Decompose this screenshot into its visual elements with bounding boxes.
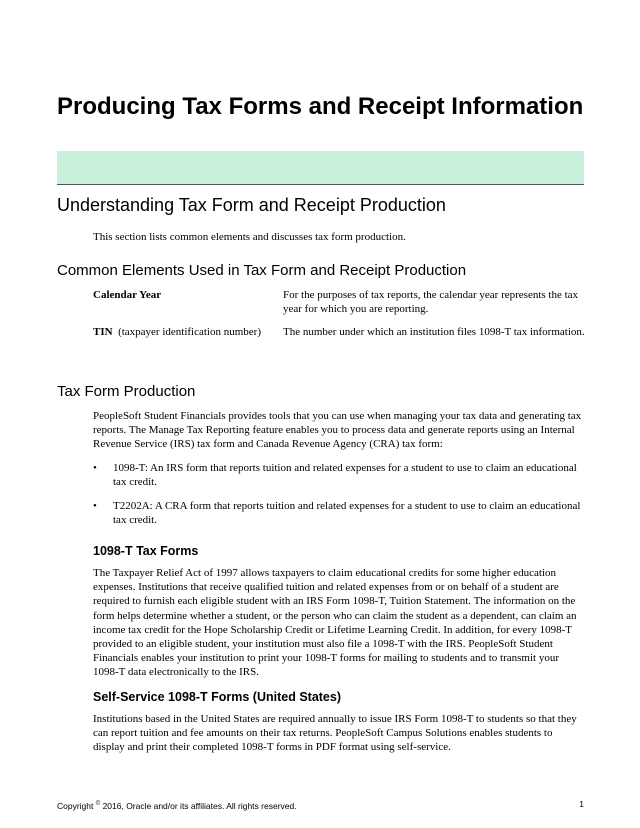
definition-term: Calendar Year [93,289,162,301]
definition-term: TIN (taxpayer identification number) [93,326,262,338]
section-heading-understanding: Understanding Tax Form and Receipt Production [57,195,446,215]
definition-term-expansion: (taxpayer identification number) [118,326,262,338]
self-service-paragraph: Institutions based in the United States are required annually to issue IRS Form 1098-T to students so that they can report tuition and fee amounts on their tax returns. PeopleSoft Campus Solutions enables students to display and print their completed 1098-T forms in PDF format using self-service. [93,713,577,754]
chapter-title-band [57,151,584,185]
definition-row [93,325,585,339]
page-footer [57,798,584,812]
forms-1098t-paragraph: The Taxpayer Relief Act of 1997 allows taxpayers to claim educational credits for some higher education expenses. Institutions that receive qualified tuition and related expenses from or on behalf of a student are required to furnish each eligible student with an IRS Form 1098-T, Tuition Statement. The information on the form helps determine whether a student, or the person who can claim the student as a dependent, can claim an income tax credit for the Hope Scholarship Credit or Lifetime Learning Credit. In addition, for every 1098-T provided to an eligible student, your institution must also file a 1098-T with the IRS. PeopleSoft Student Financials enables your institution to print your 1098-T forms for mailing to students and to transmit your 1098-T data electronically to the IRS. [93,567,577,679]
copyright-notice: Copyright © 2016, Oracle and/or its affiliates. All rights reserved. [57,800,297,811]
section-intro-paragraph: This section lists common elements and discusses tax form production. [93,231,406,243]
self-service-heading: Self-Service 1098-T Forms (United States) [93,690,341,704]
list-item [93,461,585,489]
bullet-marker: • [93,500,97,512]
forms-1098t-heading: 1098-T Tax Forms [93,544,199,558]
definition-row [93,288,585,316]
page-number: 1 [579,799,584,809]
tax-form-production-paragraph: PeopleSoft Student Financials provides tools that you can use when managing your tax data and generating tax reports. The Manage Tax Reporting feature enables you to process data and generate reports using an Internal Revenue Service (IRS) tax form and Canada Revenue Agency (CRA) tax form: [93,410,582,451]
list-item [93,499,585,527]
tax-form-production-heading: Tax Form Production [57,383,196,400]
definition-description: The number under which an institution files 1098-T tax information. [283,326,585,338]
copyright-symbol: © [95,801,101,807]
definition-description: For the purposes of tax reports, the calendar year represents the tax year for which you are reporting. [283,289,579,316]
list-item-text: 1098-T: An IRS form that reports tuition and related expenses for a student to use to claim an educational tax credit. [113,462,577,489]
chapter-title: Producing Tax Forms and Receipt Information [57,93,584,120]
list-item-text: T2202A: A CRA form that reports tuition and related expenses for a student to use to claim an educational tax credit. [113,500,581,527]
common-elements-heading: Common Elements Used in Tax Form and Receipt Production [57,262,467,279]
bullet-marker: • [93,462,97,474]
